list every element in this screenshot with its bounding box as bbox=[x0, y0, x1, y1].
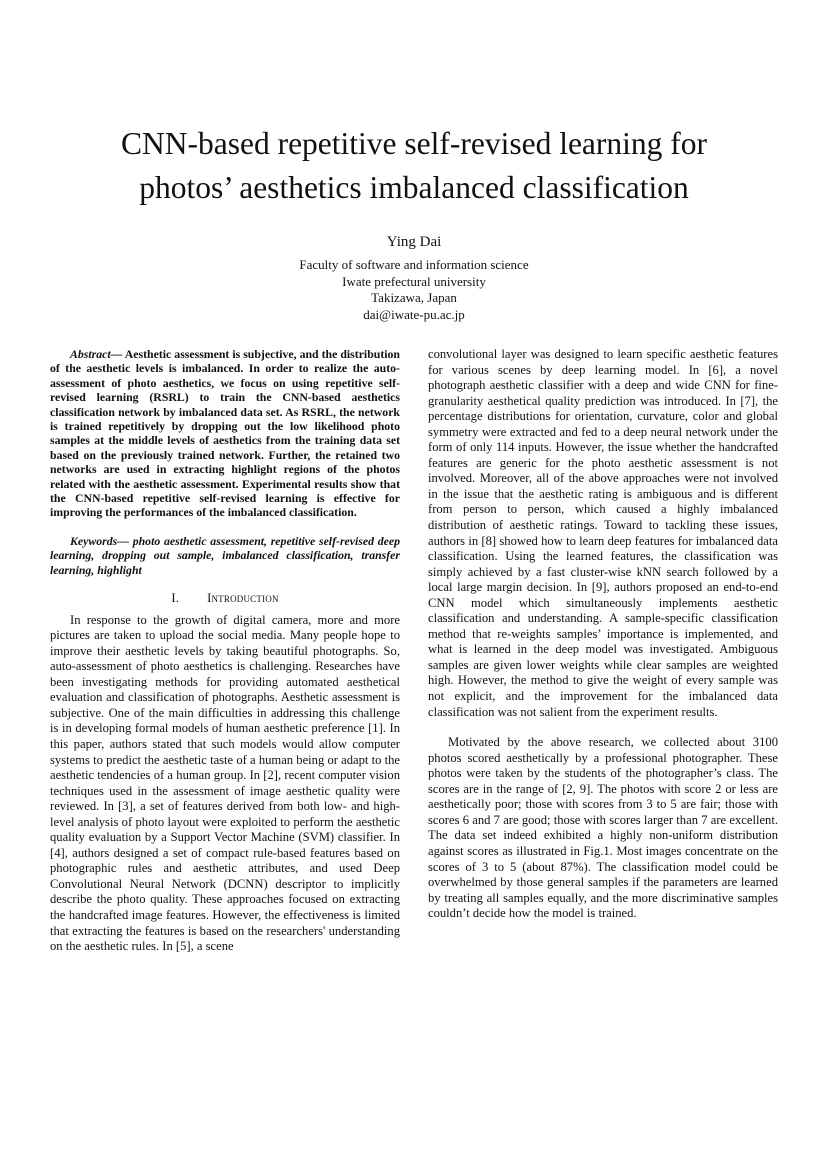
section-heading-introduction bbox=[50, 591, 400, 607]
paper-title bbox=[60, 122, 768, 210]
author-name: Ying Dai bbox=[386, 234, 442, 250]
paper-title-line-1: CNN-based repetitive self-revised learning for bbox=[120, 126, 708, 161]
keywords-label: Keywords— bbox=[70, 533, 129, 548]
keywords bbox=[50, 534, 400, 577]
abstract bbox=[50, 347, 400, 520]
left-column bbox=[50, 347, 400, 955]
abstract-text: Aesthetic assessment is subjective, and the distribution of the aesthetic levels is imbalanced. In order to realize the auto-assessment of photo aesthetics, we focus on using repetitive self-revised learning (RSRL) to train the CNN-based aesthetics classification network by imbalanced data set. As RSRL, the network is trained repetitively by dropping out the low likelihood photo samples at the middle levels of aesthetics from the training data set based on the previously trained network. Further, the retained two networks are used in extracting highlight regions of the photos related with the aesthetic assessment. Experimental results show that the CNN-based repetitive self-revised learning is effective for improving the performances of the imbalanced classification. bbox=[50, 347, 400, 520]
intro-paragraph-1: In response to the growth of digital camera, more and more pictures are taken to upload the social media. Many people hope to improve their aesthetic levels by taking beautiful photographs. So, auto-assessment of photo aesthetics is challenging. Researches have been investigating methods for providing automated aesthetical evaluation and classification of photographs. Aesthetic assessment is subjective. One of the main difficulties in addressing this challenge is in developing formal models of human aesthetic preference [1]. In this paper, authors stated that such models would allow computer systems to predict the aesthetic taste of a human being or adapt to the aesthetic tendencies of a human group. In [2], recent computer vision techniques used in the assessment of image aesthetic quality were reviewed. In [3], a set of features derived from both low- and high-level analysis of photo layout were exploited to perform the aesthetic quality evaluation by a Support Vector Machine (SVM) classifier. In [4], authors designed a set of compact rule-based features based on photographic rules and aesthetic attributes, and used Deep Convolutional Neural Network (DCNN) descriptor to implicitly describe the photo quality. These approaches focused on extracting the handcrafted image features. However, the effectiveness is limited that extracting the features is based on the researchers' understanding on the aesthetic rules. In [5], a scene bbox=[50, 612, 400, 954]
author-block bbox=[214, 233, 614, 323]
affiliation-university: Iwate prefectural university bbox=[342, 273, 486, 289]
abstract-label: Abstract— bbox=[70, 347, 123, 361]
keywords-text: photo aesthetic assessment, repetitive self-revised deep learning, dropping out sample, imbalanced classification, transfer learning, highlight bbox=[50, 533, 400, 577]
section-title: Introduction bbox=[207, 591, 279, 606]
paper-title-line-2: photos’ aesthetics imbalanced classification bbox=[139, 170, 689, 205]
affiliation-faculty: Faculty of software and information science bbox=[299, 257, 529, 272]
intro-paragraph-1-continued: convolutional layer was designed to learn specific aesthetic features for various scenes by deep learning model. In [6], a novel photograph aesthetic classifier with a deep and wide CNN for fine-granularity aesthetical quality prediction was introduced. In [7], the percentage distributions for orientation, curvature, color and global symmetry were extracted and fed to a deep neural network under the form of only 114 inputs. However, the issue whether the handcrafted features are generic for the photo aesthetic assessment is not involved. Moreover, all of the above approaches were not involved in the issue that the aesthetic rating is ambiguous and is different from person to person, which caused a highly imbalanced distribution of aesthetic ratings. Toward to tackling these issues, authors in [8] showed how to learn deep features for imbalanced data classification. Using the learned features, the classification was simply achieved by a fast cluster-wise kNN search followed by a local large margin decision. In [9], authors proposed an end-to-end CNN model which simultaneously implements aesthetic classification and understanding. A sample-specific classification method that re-weights samples’ importance is implemented, and what is learned in the deep model was investigated. Ambiguous samples are given lower weights while clear samples are weighted high. However, the method to give the weight of every sample was not explicit, and the improvement for the imbalanced data classification was not salient from the experiment results. bbox=[428, 347, 778, 719]
intro-paragraph-2: Motivated by the above research, we collected about 3100 photos scored aesthetically by a professional photographer. These photos were taken by the students of the photographer’s class. The scores are in the range of [2, 9]. The photos with score 2 or less are aesthetically poor; those with scores from 3 to 5 are fair; those with scores 6 and 7 are good; those with scores larger than 7 are excellent. The data set indeed exhibited a highly non-uniform distribution against scores as illustrated in Fig.1. Most images concentrate on the scores of 3 to 5 (about 87%). The classification model could be overwhelmed by those general samples if the parameters are learned by treating all samples equally, and the more discriminative samples couldn’t decide how the model is trained. bbox=[428, 735, 778, 921]
section-number: I. bbox=[171, 591, 180, 606]
author-email: dai@iwate-pu.ac.jp bbox=[363, 306, 465, 322]
affiliation-location: Takizawa, Japan bbox=[371, 290, 457, 305]
right-column bbox=[428, 347, 778, 922]
